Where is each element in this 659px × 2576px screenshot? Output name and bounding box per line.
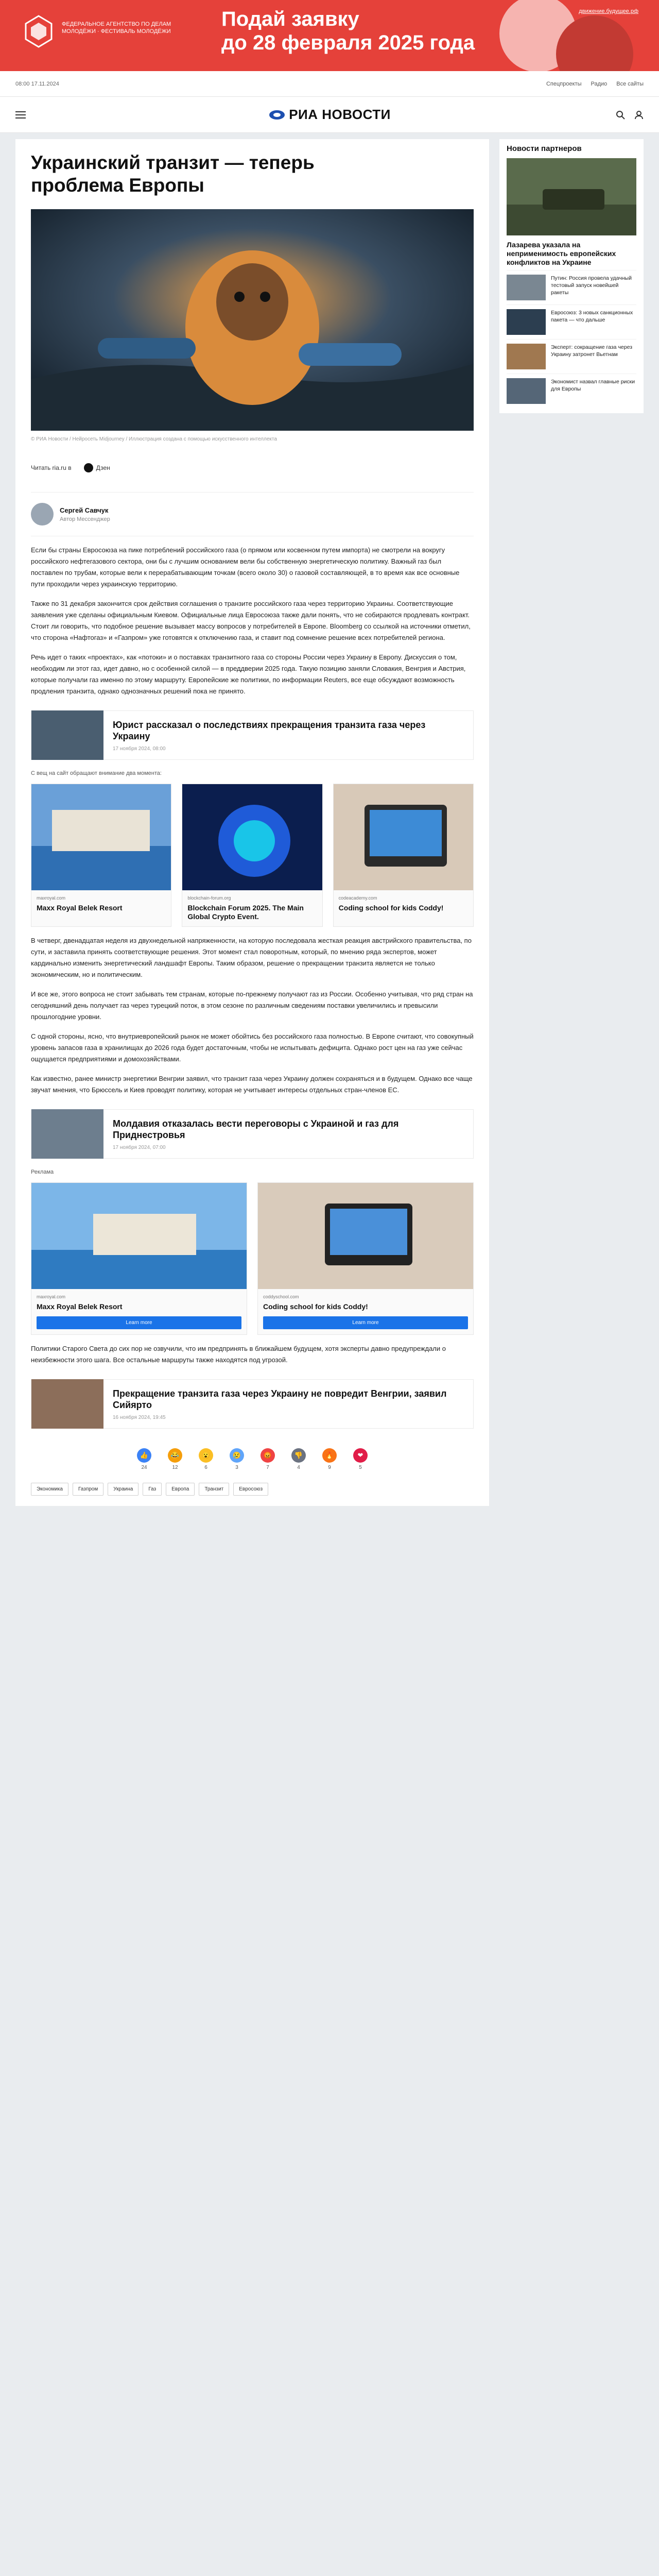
ad-image-art xyxy=(334,784,473,890)
reactions-bar xyxy=(31,1448,474,1470)
ad-image xyxy=(258,1183,473,1289)
author-avatar xyxy=(31,503,54,526)
sidebar-thumb xyxy=(507,309,546,335)
related-date: 16 ноября 2024, 19:45 xyxy=(113,1414,166,1420)
ad-card[interactable] xyxy=(182,784,322,927)
paragraph: С одной стороны, ясно, что внутриевропейский рынок не может обойтись без российского газа полностью. В Европе считают, что совокупный уровень запасов газа в хранилищах до 2026 года будет достаточным, чтобы не испытывать дефицита. Однако рост цен на газ уже сейчас ощущается предприятиями и домохозяйствами. xyxy=(31,1032,474,1063)
author-block[interactable] xyxy=(31,492,474,536)
promo-site-link[interactable]: движение.будущее.рф xyxy=(579,8,638,14)
reaction-button[interactable] xyxy=(258,1448,277,1470)
sidebar-item-text: Евросоюз: 3 новых санкционных пакета — что дальше xyxy=(551,310,633,323)
author-name: Сергей Савчук xyxy=(60,506,109,514)
search-icon[interactable] xyxy=(616,110,625,120)
reaction-count: 7 xyxy=(266,1465,269,1470)
sidebar-hero-title[interactable]: Лазарева указала на неприменимость европейских конфликтов на Украине xyxy=(507,241,616,266)
article-body xyxy=(31,545,474,697)
reaction-button[interactable] xyxy=(228,1448,246,1470)
dzen-button[interactable] xyxy=(84,463,110,472)
ad-image xyxy=(334,784,473,890)
header-nav xyxy=(15,111,232,119)
read-on-label: Читать ria.ru в xyxy=(31,464,72,471)
reaction-count: 4 xyxy=(297,1465,300,1470)
ad-source: maxroyal.com xyxy=(37,895,66,901)
ad-image-art xyxy=(182,784,322,890)
article xyxy=(15,139,489,1506)
reaction-button[interactable] xyxy=(166,1448,184,1470)
reaction-icon: 🔥 xyxy=(322,1448,337,1463)
paragraph: Также по 31 декабря закончится срок действия соглашения о транзите российского газа через территорию Украины. Соответствующие заявления уже сделаны официальным Киевом. Официальные лица Евросоюза также дали понять, что не собираются продлевать контракт. Стоит ли говорить, что подобное решение вызывает массу вопросов у потребителей в Европе. Bloomberg со ссылкой на источники отметил, что сторона «Нафтогаз» и «Газпром» уже готовятся к отключению газа, и ставит под сомнение решение всех потребителей региона. xyxy=(31,600,471,641)
ad-image-art xyxy=(258,1183,473,1289)
site-logo[interactable] xyxy=(232,107,427,123)
sidebar-thumb xyxy=(507,275,546,300)
tag-link[interactable]: Газпром xyxy=(73,1483,103,1496)
related-article[interactable] xyxy=(31,1109,474,1159)
sidebar-item-text: Путин: Россия провела удачный тестовый запуск новейшей ракеты xyxy=(551,275,632,296)
promo-title-line1: Подай заявку xyxy=(221,8,359,30)
promo-org-text: ФЕДЕРАЛЬНОЕ АГЕНТСТВО ПО ДЕЛАМ МОЛОДЁЖИ · ФЕСТИВАЛЬ МОЛОДЁЖИ xyxy=(62,21,171,35)
reaction-button[interactable] xyxy=(289,1448,308,1470)
sidebar-thumb xyxy=(507,378,546,404)
paragraph: Политики Старого Света до сих пор не озвучили, что им предпринять в ближайшем будущем, хотя эксперты давно предупреждали о неизбежности этого шага. Все остальные маршруты также находятся под угрозой. xyxy=(31,1345,446,1364)
reaction-icon: 😡 xyxy=(261,1448,275,1463)
related-date: 17 ноября 2024, 08:00 xyxy=(113,745,166,752)
ad-card[interactable] xyxy=(333,784,474,927)
ad-source: coddyschool.com xyxy=(263,1294,299,1299)
ad-source: blockchain-forum.org xyxy=(187,895,231,901)
article-title: Украинский транзит — теперь проблема Европы xyxy=(31,152,315,196)
tag-link[interactable]: Транзит xyxy=(199,1483,229,1496)
promo-banner[interactable] xyxy=(0,0,659,71)
related-thumb xyxy=(31,1109,103,1159)
tag-link[interactable]: Европа xyxy=(166,1483,195,1496)
related-title: Юрист рассказал о последствиях прекращения транзита газа через Украину xyxy=(113,719,426,741)
ad-image xyxy=(182,784,322,890)
sidebar xyxy=(499,139,644,413)
tag-link[interactable]: Украина xyxy=(108,1483,138,1496)
sidebar-item[interactable] xyxy=(507,270,636,304)
article-body-3 xyxy=(31,1343,474,1366)
ad-title: Blockchain Forum 2025. The Main Global Crypto Event. xyxy=(187,904,304,921)
topbar-link-radio[interactable]: Радио xyxy=(591,80,608,87)
ad-image xyxy=(31,1183,247,1289)
paragraph: Речь идет о таких «проектах», как «потоки» и о поставках транзитного газа со стороны России через Украину в Европу. Дискуссия о том, необходим ли этот газ, идет давно, но с особенной силой — в преддверии 2025 года. Такую позицию заняли Словакия, Венгрия и Австрия, которые получали газ именно по этому маршруту. Европейские же политики, по информации Reuters, все еще обсуждают возможность продления транзита, однако однозначных решений пока не принято. xyxy=(31,653,466,695)
reaction-count: 24 xyxy=(141,1465,147,1470)
dzen-icon xyxy=(84,463,93,472)
article-body-2 xyxy=(31,935,474,1096)
menu-icon[interactable] xyxy=(15,111,26,119)
image-caption: © РИА Новости / Нейросеть Midjourney / Иллюстрация создана с помощью искусственного интеллекта xyxy=(31,436,277,442)
ad-label: С вещ на сайт обращают внимание два момента: xyxy=(31,770,162,776)
sidebar-hero-art xyxy=(507,158,636,235)
ria-logo-icon xyxy=(268,109,286,121)
brand-name: РИА НОВОСТИ xyxy=(289,107,391,122)
ad-source: maxroyal.com xyxy=(37,1294,66,1299)
author-role: Автор Мессенджер xyxy=(60,516,110,522)
related-date: 17 ноября 2024, 07:00 xyxy=(113,1144,166,1150)
sidebar-item[interactable] xyxy=(507,304,636,339)
ad-title: Maxx Royal Belek Resort xyxy=(37,1302,123,1311)
ad-title: Coding school for kids Coddy! xyxy=(263,1302,368,1311)
reaction-icon: 👎 xyxy=(291,1448,306,1463)
promo-title-line2: до 28 февраля 2025 года xyxy=(221,31,475,54)
related-article[interactable] xyxy=(31,1379,474,1429)
reaction-icon: 😢 xyxy=(230,1448,244,1463)
topbar-link-special[interactable]: Спецпроекты xyxy=(546,80,582,87)
tag-list xyxy=(31,1483,474,1506)
reaction-icon: 😂 xyxy=(168,1448,182,1463)
reaction-button[interactable] xyxy=(320,1448,339,1470)
paragraph: Как известно, ранее министр энергетики Венгрии заявил, что транзит газа через Украину должен сохраняться и в будущем. Однако все чаще звучат мнения, что Брюссель и Киев проводят политику, которая не учитывает интересы отдельных стран-членов ЕС. xyxy=(31,1075,473,1094)
article-hero-image xyxy=(31,209,474,431)
related-thumb xyxy=(31,1379,103,1429)
ad-source: codeacademy.com xyxy=(338,895,377,901)
user-icon[interactable] xyxy=(634,110,644,120)
sidebar-item-text: Экономист назвал главные риски для Европы xyxy=(551,379,635,392)
ad-card[interactable] xyxy=(31,1182,247,1335)
ad-title: Maxx Royal Belek Resort xyxy=(37,904,123,912)
sidebar-item[interactable] xyxy=(507,374,636,408)
related-title: Прекращение транзита газа через Украину не повредит Венгрии, заявил Сийярто xyxy=(113,1388,447,1410)
reaction-count: 12 xyxy=(172,1465,178,1470)
topbar-link-sites[interactable]: Все сайты xyxy=(616,80,644,87)
reaction-button[interactable] xyxy=(197,1448,215,1470)
ad-title: Coding school for kids Coddy! xyxy=(338,904,444,912)
reaction-count: 6 xyxy=(204,1465,207,1470)
paragraph: Если бы страны Евросоюза на пике потреблений российского газа (о прямом или косвенном путем импорта) не смотрели на вокругу российского нефтегазового сектора, они бы с лучшим основанием вели бы собственную энергетическую политику. Важный газ был поставлен по трубам, которые вели к перерабатывающим точкам (всего около 30) о газовой составляющей, в то время как все основные пути проходили через украинскую территорию. xyxy=(31,546,460,588)
sidebar-heading: Новости партнеров xyxy=(507,144,582,153)
hero-illustration xyxy=(31,209,474,431)
sidebar-item[interactable] xyxy=(507,339,636,374)
ad-label: Реклама xyxy=(31,1169,54,1175)
article-actions xyxy=(31,463,474,472)
ad-block-2 xyxy=(31,1169,474,1335)
dzen-label: Дзен xyxy=(96,464,110,471)
reaction-count: 3 xyxy=(235,1465,238,1470)
header-actions xyxy=(427,110,644,120)
ad-card[interactable] xyxy=(257,1182,474,1335)
site-header xyxy=(0,97,659,133)
ad-learn-more-button[interactable]: Learn more xyxy=(263,1316,468,1329)
movement-logo-icon xyxy=(21,13,57,49)
sidebar-item-text: Эксперт: сокращение газа через Украину затронет Вьетнам xyxy=(551,344,633,358)
reaction-button[interactable] xyxy=(135,1448,153,1470)
related-thumb xyxy=(31,710,103,760)
promo-title xyxy=(221,7,475,55)
ad-learn-more-button[interactable]: Learn more xyxy=(37,1316,241,1329)
ad-image xyxy=(31,784,171,890)
current-datetime: 08:00 17.11.2024 xyxy=(15,80,59,87)
sidebar-thumb xyxy=(507,344,546,369)
reaction-icon: 👍 xyxy=(137,1448,151,1463)
paragraph: И все же, этого вопроса не стоит забывать тем странам, которые по-прежнему получают газ из России. Особенно учитывая, что ряд стран на сегодняшний день получает газ через турецкий поток, в этом сезоне по различным сведениям поставки увеличились и превысили прошлогодние уровни. xyxy=(31,990,473,1021)
related-title: Молдавия отказалась вести переговоры с Украиной и газ для Приднестровья xyxy=(113,1118,399,1140)
tag-link[interactable]: Евросоюз xyxy=(233,1483,268,1496)
related-article[interactable] xyxy=(31,710,474,760)
ad-block-1 xyxy=(31,770,474,927)
ad-image-art xyxy=(31,784,171,890)
reaction-icon: 😮 xyxy=(199,1448,213,1463)
ad-image-art xyxy=(31,1183,247,1289)
ad-card[interactable] xyxy=(31,784,171,927)
sidebar-hero-image[interactable] xyxy=(507,158,636,235)
reaction-count: 9 xyxy=(328,1465,331,1470)
tag-link[interactable]: Экономика xyxy=(31,1483,68,1496)
reaction-count: 5 xyxy=(359,1465,362,1470)
reaction-button[interactable] xyxy=(351,1448,370,1470)
tag-link[interactable]: Газ xyxy=(143,1483,162,1496)
top-bar xyxy=(0,71,659,97)
paragraph: В четверг, двенадцатая неделя из двухнедельной напряженности, на которую последовала жесткая реакция австрийского правительства, по сути, и заставила принять соответствующие решения. Этот момент стал поворотным, который, по мнению ряда экспертов, может кардинально изменить энергетический ландшафт Европы. Таким образом, решение о прекращении транзита является не только экономическим, но и политическим. xyxy=(31,937,472,978)
reaction-icon: ❤ xyxy=(353,1448,368,1463)
